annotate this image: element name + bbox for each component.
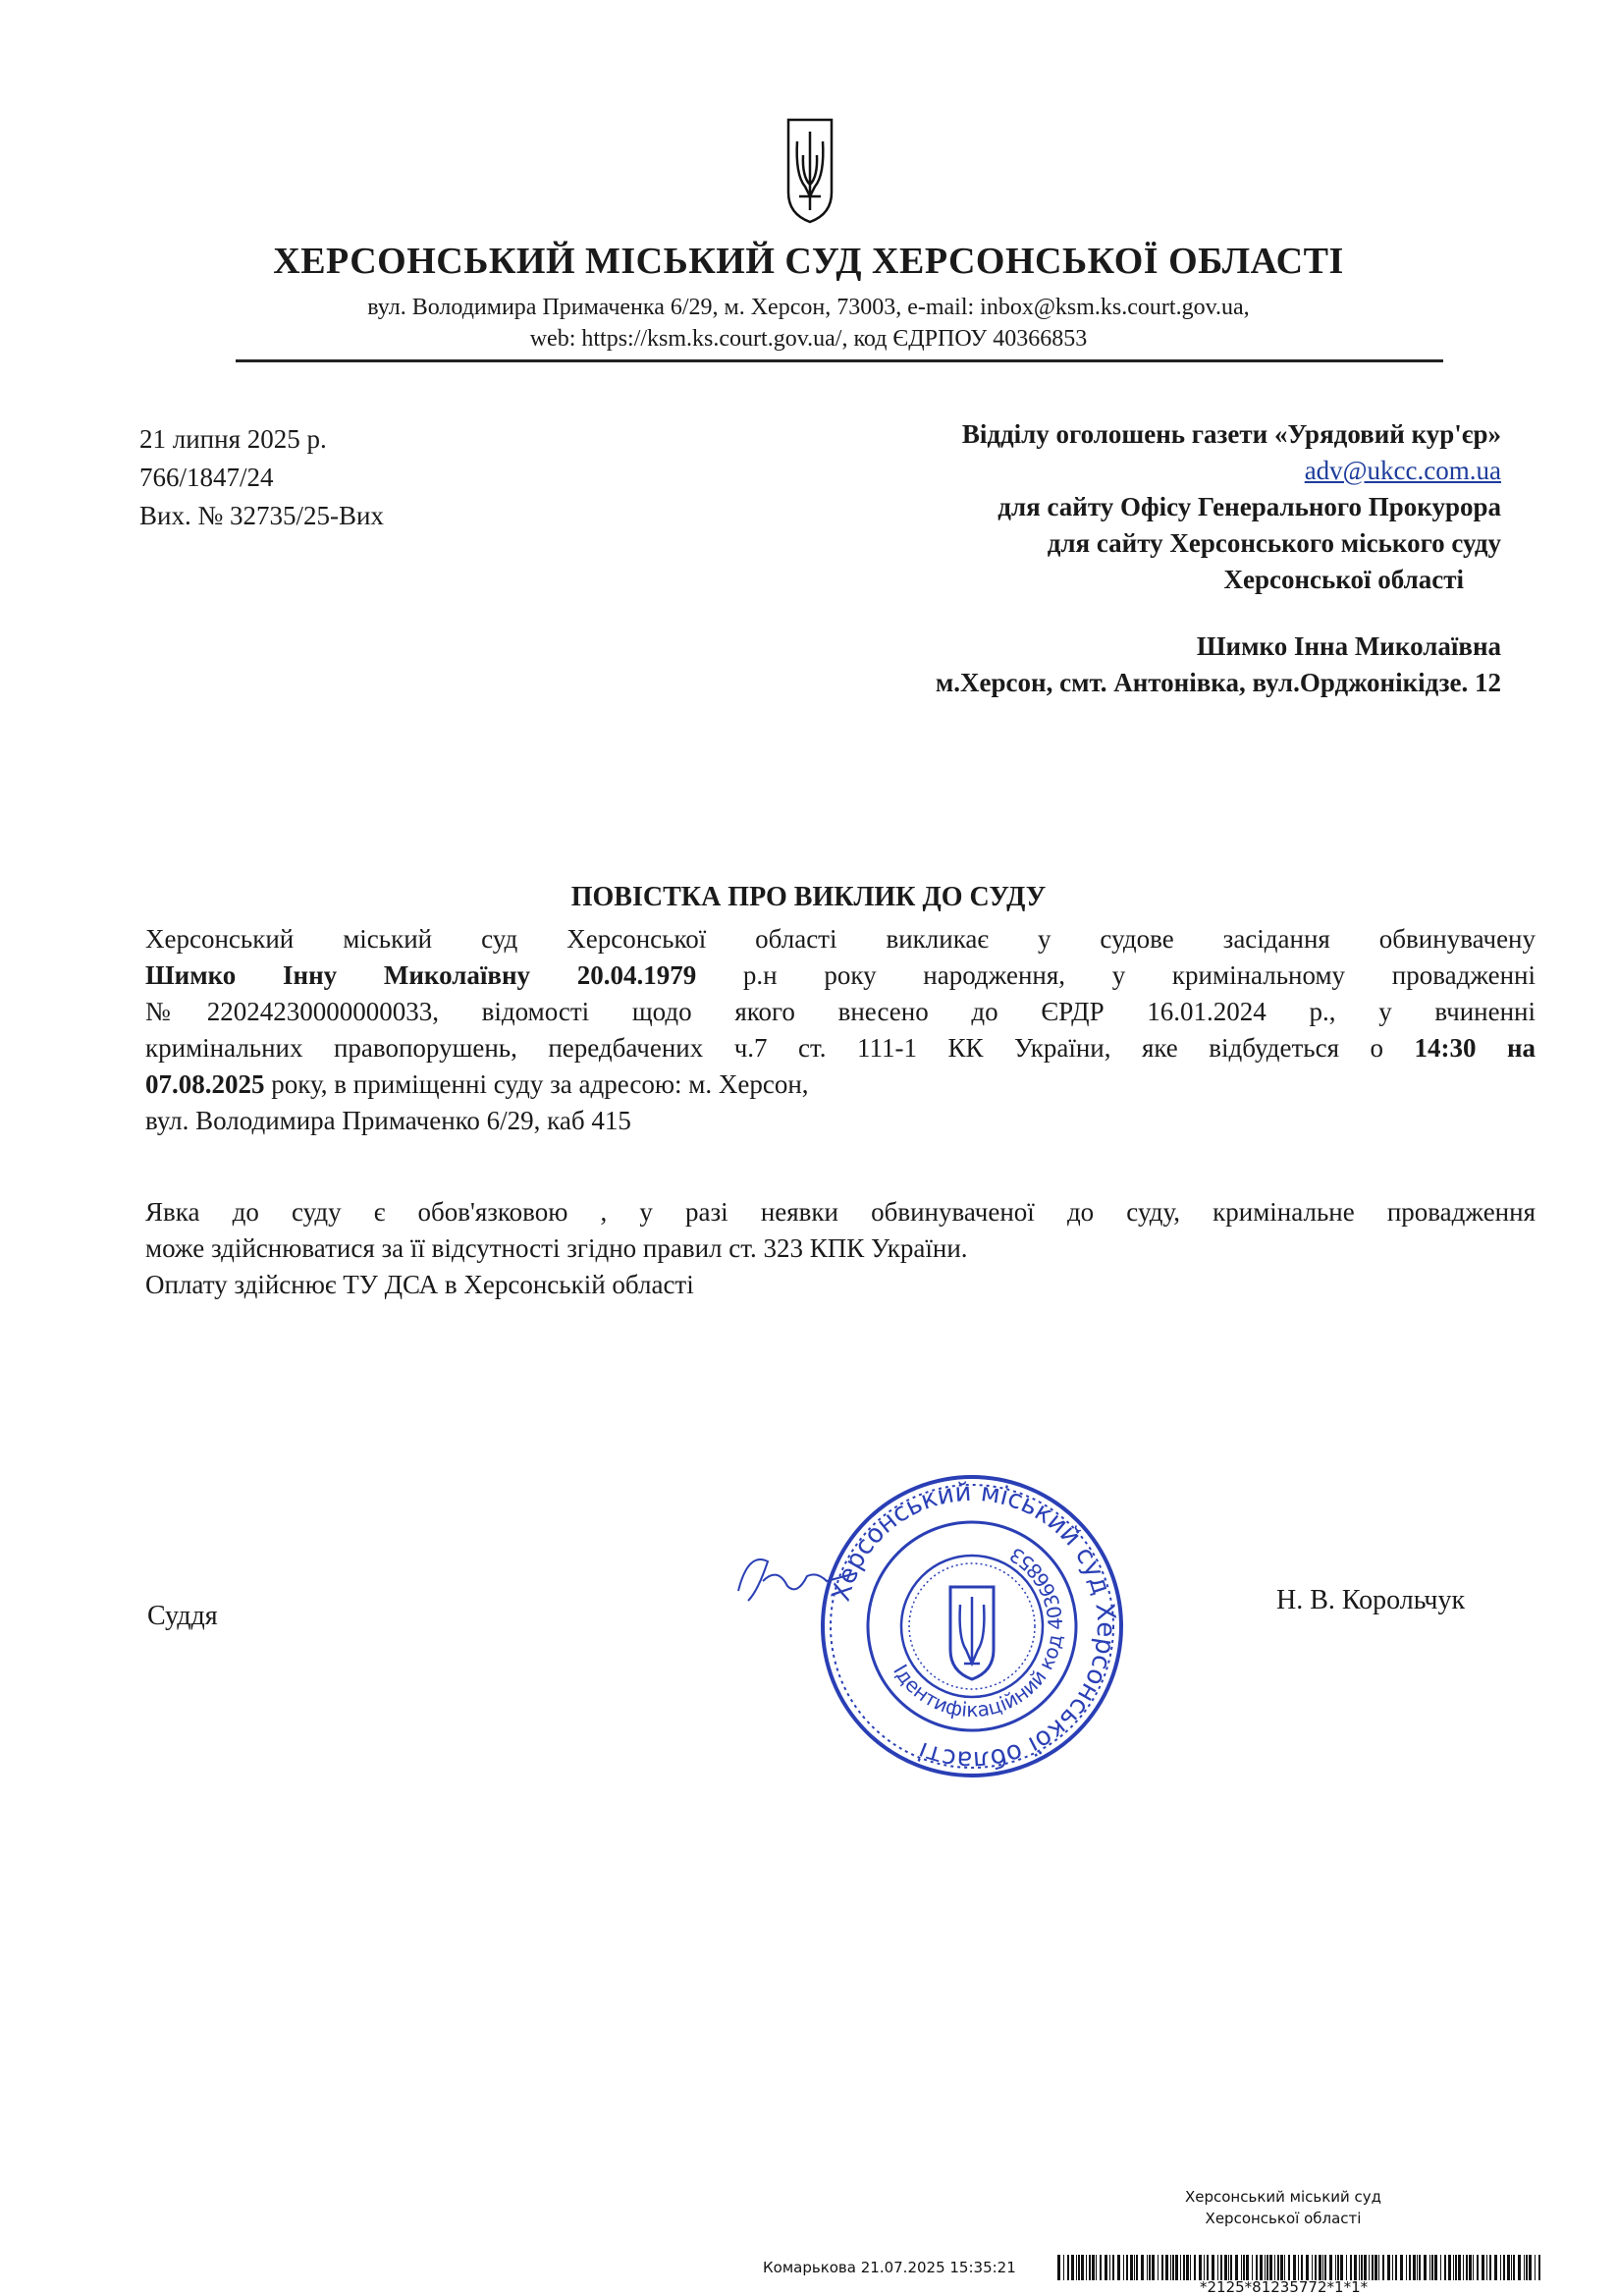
barcode-bar bbox=[1288, 2255, 1290, 2280]
barcode-bar bbox=[1400, 2255, 1403, 2280]
barcode-bar bbox=[1364, 2255, 1367, 2280]
outgoing-number: Вих. № 32735/25-Вих bbox=[139, 501, 384, 530]
summons-text: кримінальних правопорушень, передбачених ч.7 ст. 111-1 КК України, яке відбудеться о bbox=[145, 1033, 1415, 1063]
barcode-bar bbox=[1063, 2255, 1064, 2280]
recipient-court-region: Херсонської області bbox=[1223, 565, 1464, 594]
barcode-bar bbox=[1301, 2255, 1303, 2280]
barcode-bar bbox=[1477, 2255, 1479, 2280]
barcode-bar bbox=[1277, 2255, 1279, 2280]
barcode-bar bbox=[1096, 2255, 1097, 2280]
barcode-bar bbox=[1147, 2255, 1148, 2280]
court-seal-stamp bbox=[817, 1471, 1127, 1781]
barcode-bar bbox=[1284, 2255, 1285, 2280]
barcode-bar bbox=[1220, 2255, 1222, 2280]
summons-text: р.н року народження, у кримінальному провадженні bbox=[696, 960, 1536, 990]
barcode-bar bbox=[1180, 2255, 1181, 2280]
barcode-bar bbox=[1204, 2255, 1205, 2280]
barcode-bar bbox=[1369, 2255, 1370, 2280]
barcode-bar bbox=[1269, 2255, 1272, 2280]
judge-name: Н. В. Корольчук bbox=[1276, 1585, 1466, 1615]
barcode-bar bbox=[1078, 2255, 1080, 2280]
barcode-bar bbox=[1172, 2255, 1174, 2280]
barcode-bar bbox=[1260, 2255, 1263, 2280]
barcode-bar bbox=[1466, 2255, 1468, 2280]
footer-operator-timestamp: Комарькова 21.07.2025 15:35:21 bbox=[763, 2259, 1016, 2276]
summons-line: вул. Володимира Примаченко 6/29, каб 415 bbox=[145, 1106, 631, 1135]
barcode-bar bbox=[1130, 2255, 1133, 2280]
barcode-bar bbox=[1374, 2255, 1377, 2280]
barcode bbox=[1057, 2255, 1544, 2280]
barcode-bar bbox=[1089, 2255, 1091, 2280]
barcode-bar bbox=[1100, 2255, 1102, 2280]
addressee-block bbox=[936, 629, 1501, 701]
barcode-bar bbox=[1511, 2255, 1512, 2280]
summons-line bbox=[145, 957, 1536, 994]
addressee-name: Шимко Інна Миколаївна bbox=[1196, 631, 1501, 661]
barcode-bar bbox=[1246, 2255, 1249, 2280]
barcode-bar bbox=[1067, 2255, 1069, 2280]
barcode-bar bbox=[1252, 2255, 1253, 2280]
stamp-inner-text: Ідентифікаційний код 40366853 bbox=[889, 1542, 1068, 1722]
barcode-bar bbox=[1395, 2255, 1397, 2280]
barcode-bar bbox=[1136, 2255, 1138, 2280]
barcode-bar bbox=[1306, 2255, 1309, 2280]
barcode-bar bbox=[1158, 2255, 1159, 2280]
barcode-bar bbox=[1392, 2255, 1393, 2280]
barcode-bar bbox=[1312, 2255, 1313, 2280]
barcode-bar bbox=[1298, 2255, 1299, 2280]
barcode-bar bbox=[1440, 2255, 1441, 2280]
svg-text:Ідентифікаційний код 40366853 bbox=[889, 1543, 1067, 1722]
barcode-bar bbox=[1161, 2255, 1163, 2280]
barcode-bar bbox=[1518, 2255, 1521, 2280]
barcode-bar bbox=[1359, 2255, 1360, 2280]
barcode-bar bbox=[1409, 2255, 1411, 2280]
barcode-bar bbox=[1448, 2255, 1451, 2280]
summons-line: Явка до суду є обов'язковою , у разі неявки обвинуваченої до суду, кримінальне провадження bbox=[145, 1197, 1536, 1227]
barcode-bar bbox=[1175, 2255, 1178, 2280]
footer-org-line1: Херсонський міський суд bbox=[1184, 2188, 1382, 2206]
barcode-bar bbox=[1076, 2255, 1077, 2280]
coat-of-arms-icon bbox=[785, 116, 835, 224]
barcode-bar bbox=[1337, 2255, 1339, 2280]
summons-line bbox=[145, 1030, 1536, 1066]
summons-text: року, в приміщенні суду за адресою: м. Херсон, bbox=[264, 1069, 809, 1099]
barcode-bar bbox=[1280, 2255, 1283, 2280]
barcode-bar bbox=[1228, 2255, 1229, 2280]
hearing-date: 07.08.2025 bbox=[145, 1069, 265, 1099]
barcode-bar bbox=[1212, 2255, 1214, 2280]
barcode-bar bbox=[1424, 2255, 1427, 2280]
barcode-bar bbox=[1419, 2255, 1421, 2280]
summons-line bbox=[145, 1066, 1536, 1103]
barcode-bar bbox=[1315, 2255, 1317, 2280]
header-divider bbox=[236, 359, 1443, 362]
barcode-bar bbox=[1207, 2255, 1209, 2280]
barcode-bar bbox=[1503, 2255, 1505, 2280]
barcode-bar bbox=[1486, 2255, 1487, 2280]
barcode-bar bbox=[1507, 2255, 1510, 2280]
barcode-bar bbox=[1372, 2255, 1374, 2280]
barcode-bar bbox=[1086, 2255, 1087, 2280]
barcode-bar bbox=[1406, 2255, 1407, 2280]
barcode-bar bbox=[1230, 2255, 1232, 2280]
barcode-bar bbox=[1274, 2255, 1275, 2280]
barcode-bar bbox=[1489, 2255, 1491, 2280]
court-name: ХЕРСОНСЬКИЙ МІСЬКИЙ СУД ХЕРСОНСЬКОЇ ОБЛАСТІ bbox=[273, 241, 1344, 282]
barcode-bar bbox=[1535, 2255, 1536, 2280]
barcode-bar bbox=[1217, 2255, 1218, 2280]
barcode-bar bbox=[1458, 2255, 1461, 2280]
barcode-bar bbox=[1109, 2255, 1110, 2280]
defendant-name-dob: Шимко Інну Миколаївну 20.04.1979 bbox=[145, 960, 697, 990]
barcode-bar bbox=[1319, 2255, 1321, 2280]
barcode-bar bbox=[1473, 2255, 1474, 2280]
barcode-bar bbox=[1431, 2255, 1433, 2280]
barcode-bar bbox=[1243, 2255, 1245, 2280]
summons-line: Херсонський міський суд Херсонської області викликає у судове засідання обвинувачену bbox=[145, 924, 1536, 954]
barcode-bar bbox=[1434, 2255, 1437, 2280]
barcode-bar bbox=[1463, 2255, 1464, 2280]
barcode-bar bbox=[1224, 2255, 1227, 2280]
barcode-bar bbox=[1324, 2255, 1326, 2280]
barcode-bar bbox=[1494, 2255, 1497, 2280]
barcode-bar bbox=[1361, 2255, 1363, 2280]
letter-date: 21 липня 2025 р. bbox=[139, 424, 327, 454]
stamp-outer-text: Херсонський міський суд Херсонської області bbox=[826, 1477, 1121, 1776]
barcode-bar bbox=[1469, 2255, 1472, 2280]
summons-line: може здійснюватися за її відсутності згідно правил ст. 323 КПК України. bbox=[145, 1233, 968, 1263]
barcode-bar bbox=[1152, 2255, 1155, 2280]
barcode-bar bbox=[1453, 2255, 1454, 2280]
barcode-bar bbox=[1350, 2255, 1352, 2280]
case-number: 766/1847/24 bbox=[139, 463, 274, 492]
court-address-line2: web: https://ksm.ks.court.gov.ua/, код ЄДРПОУ 40366853 bbox=[529, 326, 1088, 352]
barcode-bar bbox=[1170, 2255, 1171, 2280]
barcode-bar bbox=[1482, 2255, 1484, 2280]
barcode-code: *2125*81235772*1*1* bbox=[1200, 2278, 1369, 2296]
barcode-bar bbox=[1165, 2255, 1168, 2280]
barcode-bar bbox=[1235, 2255, 1238, 2280]
court-address-line1: вул. Володимира Примаченка 6/29, м. Херсон, 73003, e-mail: inbox@ksm.ks.court.gov.ua, bbox=[367, 295, 1250, 320]
footer-org-line2: Херсонської області bbox=[1205, 2210, 1362, 2227]
barcode-bar bbox=[1513, 2255, 1515, 2280]
barcode-bar bbox=[1340, 2255, 1343, 2280]
barcode-bar bbox=[1293, 2255, 1296, 2280]
barcode-bar bbox=[1387, 2255, 1390, 2280]
barcode-bar bbox=[1194, 2255, 1196, 2280]
recipient-newspaper: Відділу оголошень газети «Урядовий кур'єр» bbox=[961, 419, 1501, 449]
recipient-block bbox=[962, 416, 1501, 598]
payment-note: Оплату здійснює ТУ ДСА в Херсонській області bbox=[145, 1270, 694, 1299]
barcode-bar bbox=[1190, 2255, 1191, 2280]
letter-meta bbox=[139, 420, 384, 535]
barcode-bar bbox=[1444, 2255, 1446, 2280]
barcode-bar bbox=[1322, 2255, 1323, 2280]
barcode-bar bbox=[1335, 2255, 1336, 2280]
barcode-bar bbox=[1112, 2255, 1114, 2280]
recipient-court-site: для сайту Херсонського міського суду bbox=[1047, 528, 1501, 558]
barcode-bar bbox=[1526, 2255, 1528, 2280]
barcode-bar bbox=[1529, 2255, 1532, 2280]
barcode-bar bbox=[1071, 2255, 1074, 2280]
recipient-email-link[interactable]: adv@ukcc.com.ua bbox=[1304, 456, 1501, 485]
barcode-bar bbox=[1117, 2255, 1120, 2280]
addressee-address: м.Херсон, смт. Антонівка, вул.Орджонікідзе. 12 bbox=[935, 668, 1501, 697]
barcode-bar bbox=[1346, 2255, 1347, 2280]
barcode-bar bbox=[1267, 2255, 1268, 2280]
barcode-bar bbox=[1429, 2255, 1430, 2280]
barcode-bar bbox=[1256, 2255, 1258, 2280]
barcode-bar bbox=[1141, 2255, 1144, 2280]
barcode-bar bbox=[1199, 2255, 1202, 2280]
barcode-bar bbox=[1417, 2255, 1418, 2280]
barcode-bar bbox=[1123, 2255, 1124, 2280]
barcode-bar bbox=[1382, 2255, 1384, 2280]
summons-paragraph-2 bbox=[145, 1194, 1536, 1303]
barcode-bar bbox=[1524, 2255, 1525, 2280]
barcode-bar bbox=[1538, 2255, 1540, 2280]
barcode-bar bbox=[1149, 2255, 1151, 2280]
barcode-bar bbox=[1092, 2255, 1095, 2280]
barcode-bar bbox=[1057, 2255, 1060, 2280]
summons-line: №22024230000000033, відомості щодо якого внесено до ЄРДР 16.01.2024 р., у вчиненні bbox=[145, 997, 1536, 1026]
barcode-bar bbox=[1183, 2255, 1185, 2280]
barcode-bar bbox=[1134, 2255, 1135, 2280]
barcode-bar bbox=[1455, 2255, 1457, 2280]
hearing-time: 14:30 на bbox=[1414, 1033, 1536, 1063]
barcode-bar bbox=[1081, 2255, 1084, 2280]
barcode-bar bbox=[1500, 2255, 1501, 2280]
barcode-bar bbox=[1378, 2255, 1379, 2280]
barcode-bar bbox=[1186, 2255, 1189, 2280]
signature-role: Суддя bbox=[147, 1601, 218, 1631]
summons-title: ПОВІСТКА ПРО ВИКЛИК ДО СУДУ bbox=[570, 882, 1047, 912]
recipient-prosecutor-site: для сайту Офісу Генерального Прокурора bbox=[997, 492, 1501, 521]
summons-paragraph-1 bbox=[145, 921, 1536, 1139]
barcode-bar bbox=[1265, 2255, 1266, 2280]
barcode-bar bbox=[1126, 2255, 1128, 2280]
barcode-bar bbox=[1241, 2255, 1242, 2280]
barcode-bar bbox=[1105, 2255, 1107, 2280]
barcode-bar bbox=[1413, 2255, 1416, 2280]
barcode-bar bbox=[1354, 2255, 1357, 2280]
barcode-bar bbox=[1329, 2255, 1332, 2280]
